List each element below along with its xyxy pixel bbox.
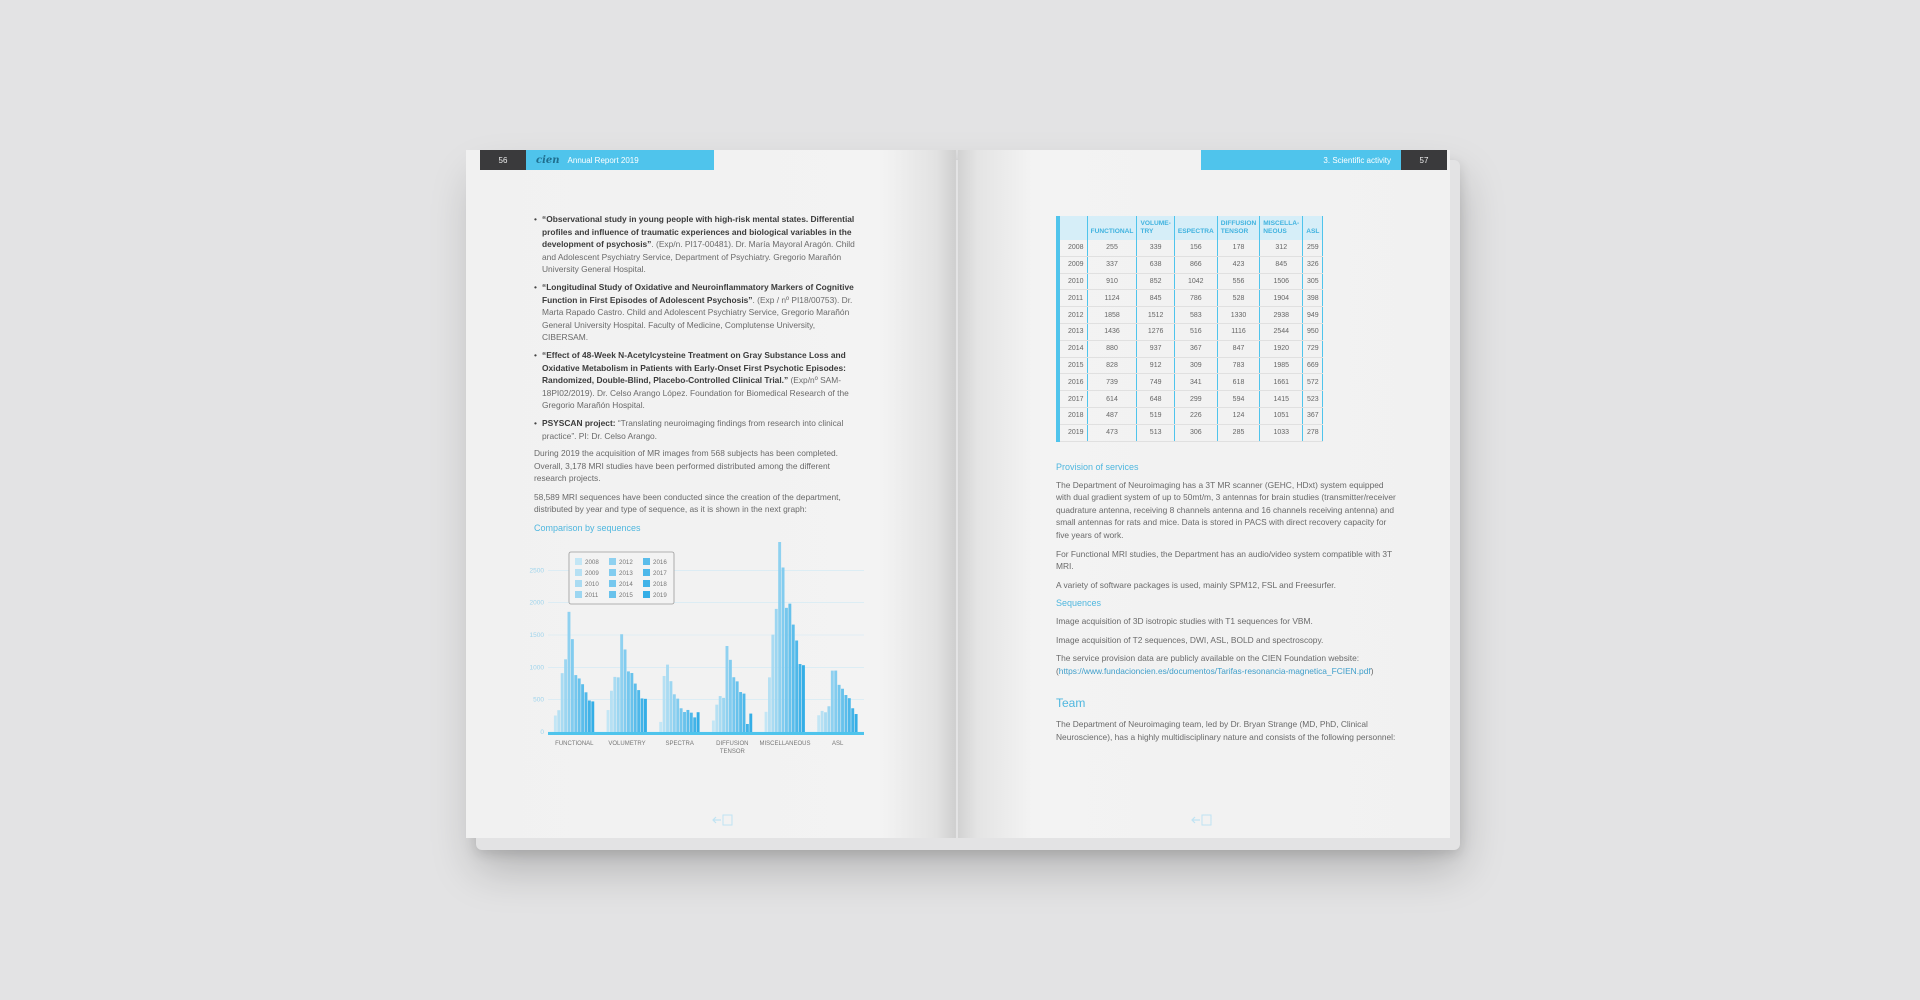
- table-header-cell: DIFFUSION TENSOR: [1217, 216, 1260, 240]
- page-number: 57: [1401, 150, 1447, 170]
- bar: [669, 681, 672, 732]
- bar: [666, 665, 669, 732]
- bullet-item: [534, 281, 862, 344]
- left-page: [466, 150, 956, 838]
- table-row: [1058, 340, 1323, 357]
- table-cell: 306: [1174, 424, 1217, 441]
- table-cell: 528: [1217, 290, 1260, 307]
- table-year-cell: 2009: [1058, 256, 1087, 273]
- x-tick-label: DIFFUSION: [716, 741, 749, 747]
- table-cell: 523: [1303, 391, 1323, 408]
- bar: [821, 711, 824, 732]
- bar: [729, 660, 732, 732]
- bar: [778, 542, 781, 732]
- bar: [676, 699, 679, 732]
- table-row: [1058, 374, 1323, 391]
- table-cell: 326: [1303, 256, 1323, 273]
- table-cell: 880: [1087, 340, 1137, 357]
- table-cell: 341: [1174, 374, 1217, 391]
- table-year-cell: 2011: [1058, 290, 1087, 307]
- sequence-comparison-chart: [522, 532, 872, 784]
- table-row: [1058, 240, 1323, 256]
- bar: [788, 604, 791, 732]
- bullet-item: [534, 349, 862, 412]
- header-title: Annual Report 2019: [567, 155, 639, 165]
- bar: [743, 694, 746, 732]
- header-bar: [1201, 150, 1401, 170]
- legend-label: 2012: [619, 559, 633, 566]
- table-header-cell: [1058, 216, 1087, 240]
- table-cell: 367: [1303, 407, 1323, 424]
- table-cell: 312: [1260, 240, 1303, 256]
- bar: [697, 712, 700, 732]
- bar: [574, 675, 577, 732]
- legend-label: 2014: [619, 581, 633, 588]
- x-tick-label: VOLUMETRY: [608, 741, 646, 747]
- table-row: [1058, 290, 1323, 307]
- legend-label: 2013: [619, 570, 633, 577]
- table-cell: 124: [1217, 407, 1260, 424]
- bar: [831, 671, 834, 732]
- table-row: [1058, 323, 1323, 340]
- table-cell: 614: [1087, 391, 1137, 408]
- cien-website-link[interactable]: https://www.fundacioncien.es/documentos/Tarifas-resonancia-magnetica_FCIEN.pdf: [1058, 665, 1371, 676]
- bullet-title: “Effect of 48-Week N-Acetylcysteine Treatment on Gray Substance Loss and Oxidative Metabolism in Patients with Early-Onset First Psychotic Episodes: Randomized, Double-Blind, Placebo-Controlled Clinical Trial.”: [542, 349, 846, 386]
- bar: [799, 664, 802, 732]
- table-cell: 1920: [1260, 340, 1303, 357]
- sequence-table: [1056, 216, 1323, 442]
- table-year-cell: 2013: [1058, 323, 1087, 340]
- paragraph: During 2019 the acquisition of MR images from 568 subjects has been completed. Overall, 3,178 MRI studies have been performed distributed among the different research projects.: [534, 448, 838, 484]
- table-cell: 337: [1087, 256, 1137, 273]
- bar: [715, 705, 718, 732]
- legend-swatch: [575, 569, 582, 576]
- table-cell: 669: [1303, 357, 1323, 374]
- bar: [726, 646, 729, 732]
- table-cell: 1330: [1217, 307, 1260, 324]
- x-tick-label: MISCELLANEOUS: [759, 741, 811, 747]
- table-cell: 1033: [1260, 424, 1303, 441]
- section-heading-services: Provision of services: [1056, 462, 1139, 472]
- paren-open: (: [1056, 665, 1059, 676]
- table-cell: 423: [1217, 256, 1260, 273]
- table-cell: 845: [1260, 256, 1303, 273]
- table-cell: 1124: [1087, 290, 1137, 307]
- table-cell: 2938: [1260, 307, 1303, 324]
- legend-swatch: [643, 580, 650, 587]
- table-cell: 156: [1174, 240, 1217, 256]
- bar: [630, 673, 633, 732]
- bar: [746, 724, 749, 732]
- table-cell: 487: [1087, 407, 1137, 424]
- back-arrow-icon[interactable]: [1190, 814, 1212, 826]
- table-cell: 912: [1137, 357, 1174, 374]
- bar: [641, 698, 644, 732]
- table-cell: 1512: [1137, 307, 1174, 324]
- table-row: [1058, 357, 1323, 374]
- table-cell: 309: [1174, 357, 1217, 374]
- bar: [591, 701, 594, 732]
- bullet-body: . (Exp/n. PI17-00481). Dr. María Mayoral Aragón. Child and Adolescent Psychiatry Service, Department of Psychiatry. Gregorio Marañón University General Hospital.: [542, 239, 855, 275]
- table-header-cell: VOLUME- TRY: [1137, 216, 1174, 240]
- cien-logo: cien: [536, 154, 560, 166]
- bullet-title: “Observational study in young people with high-risk mental states. Differential profiles and influence of traumatic experiences and biological variables in the development of psychosis”: [542, 214, 855, 250]
- paragraph: For Functional MRI studies, the Department has an audio/video system compatible with 3T MRI.: [1056, 548, 1392, 572]
- bar: [765, 712, 768, 732]
- table-cell: 648: [1137, 391, 1174, 408]
- bar: [782, 567, 785, 732]
- table-cell: 1276: [1137, 323, 1174, 340]
- page-number: 56: [480, 150, 526, 170]
- bar: [834, 671, 837, 732]
- table-cell: 618: [1217, 374, 1260, 391]
- bar: [557, 710, 560, 732]
- y-tick-label: 500: [533, 696, 544, 704]
- y-tick-label: 2500: [529, 567, 544, 575]
- table-row: [1058, 391, 1323, 408]
- bar: [768, 677, 771, 732]
- bar: [855, 714, 858, 732]
- bar: [771, 635, 774, 732]
- bullet-item: [534, 213, 862, 276]
- legend-label: 2011: [585, 592, 599, 599]
- table-year-cell: 2015: [1058, 357, 1087, 374]
- right-page: [958, 150, 1450, 838]
- x-tick-label: FUNCTIONAL: [555, 741, 594, 747]
- table-year-cell: 2014: [1058, 340, 1087, 357]
- legend-swatch: [575, 591, 582, 598]
- table-year-cell: 2018: [1058, 407, 1087, 424]
- bar: [838, 685, 841, 732]
- table-cell: 299: [1174, 391, 1217, 408]
- legend-label: 2016: [653, 559, 667, 566]
- bar: [663, 676, 666, 732]
- table-cell: 739: [1087, 374, 1137, 391]
- bar: [817, 715, 820, 732]
- bar: [722, 698, 725, 732]
- legend-swatch: [575, 580, 582, 587]
- table-row: [1058, 307, 1323, 324]
- bar: [736, 681, 739, 732]
- legend-label: 2017: [653, 570, 667, 577]
- bar: [851, 708, 854, 732]
- bar: [617, 677, 620, 732]
- paragraph: Image acquisition of 3D isotropic studies with T1 sequences for VBM.: [1056, 615, 1313, 626]
- legend-swatch: [609, 558, 616, 565]
- bullet-body: (Exp/nº SAM-18PI02/2019). Dr. Celso Arango López. Foundation for Biomedical Research of the Gregorio Marañón Hospital.: [542, 375, 849, 411]
- bar: [610, 691, 613, 732]
- bar: [637, 690, 640, 732]
- header-bar: [526, 150, 714, 170]
- table-cell: 786: [1174, 290, 1217, 307]
- legend-label: 2010: [585, 581, 599, 588]
- bullet-body: . (Exp / nº PI18/00753). Dr. Marta Rapado Castro. Child and Adolescent Psychiatry Service, Gregorio Marañón General University Hospital. Faculty of Medicine, Complutense University, CIBERSAM.: [542, 294, 853, 343]
- table-row: [1058, 256, 1323, 273]
- table-cell: 583: [1174, 307, 1217, 324]
- legend-swatch: [643, 558, 650, 565]
- header-title: 3. Scientific activity: [1323, 155, 1391, 165]
- bar: [785, 608, 788, 732]
- bullet-list: [534, 213, 862, 442]
- bar: [613, 677, 616, 732]
- bar: [581, 684, 584, 732]
- bar: [848, 698, 851, 732]
- y-tick-label: 1500: [529, 632, 544, 639]
- table-row: [1058, 424, 1323, 441]
- table-cell: 1858: [1087, 307, 1137, 324]
- bullet-title: PSYSCAN project:: [542, 417, 616, 428]
- table-cell: 226: [1174, 407, 1217, 424]
- bar: [686, 710, 689, 732]
- legend-label: 2015: [619, 592, 633, 599]
- legend-swatch: [609, 569, 616, 576]
- table-cell: 783: [1217, 357, 1260, 374]
- table-cell: 866: [1174, 256, 1217, 273]
- table-cell: 1985: [1260, 357, 1303, 374]
- table-cell: 828: [1087, 357, 1137, 374]
- table-cell: 259: [1303, 240, 1323, 256]
- table-year-cell: 2016: [1058, 374, 1087, 391]
- table-header-cell: MISCELLA- NEOUS: [1260, 216, 1303, 240]
- table-cell: 852: [1137, 273, 1174, 290]
- bar: [795, 640, 798, 732]
- table-cell: 1506: [1260, 273, 1303, 290]
- table-cell: 638: [1137, 256, 1174, 273]
- table-row: [1058, 273, 1323, 290]
- table-cell: 1436: [1087, 323, 1137, 340]
- table-cell: 473: [1087, 424, 1137, 441]
- paragraph: The Department of Neuroimaging has a 3T MR scanner (GEHC, HDxt) system equipped with dual gradient system of up to 50mt/m, 3 antennas for brain studies (transmitter/receiver quadrature antenna, receiving 8 channels antenna and 16 channels receiving antenna) and small antennas for rats and mice. Data is stored in PACS with direct recovery capacity for five years of work.: [1056, 479, 1396, 540]
- table-cell: 1661: [1260, 374, 1303, 391]
- table-cell: 519: [1137, 407, 1174, 424]
- bar: [644, 699, 647, 732]
- bar: [827, 706, 830, 732]
- table-cell: 305: [1303, 273, 1323, 290]
- paragraph: [1056, 652, 1396, 677]
- left-body: [534, 213, 862, 540]
- sequence-table-wrap: [1056, 216, 1323, 442]
- legend-label: 2018: [653, 581, 667, 588]
- y-tick-label: 0: [540, 729, 544, 736]
- legend-label: 2009: [585, 570, 599, 577]
- table-year-cell: 2019: [1058, 424, 1087, 441]
- table-cell: 949: [1303, 307, 1323, 324]
- section-heading-sequences: Sequences: [1056, 598, 1102, 609]
- table-header-cell: ESPECTRA: [1174, 216, 1217, 240]
- bar: [561, 673, 564, 732]
- table-header-cell: ASL: [1303, 216, 1323, 240]
- bar: [588, 701, 591, 732]
- table-cell: 255: [1087, 240, 1137, 256]
- bar: [693, 717, 696, 732]
- back-arrow-icon[interactable]: [711, 814, 733, 826]
- bar: [620, 634, 623, 732]
- bar: [792, 625, 795, 732]
- paragraph: Image acquisition of T2 sequences, DWI, ASL, BOLD and spectroscopy.: [1056, 634, 1324, 645]
- x-axis-baseline: [548, 732, 864, 735]
- table-year-cell: 2010: [1058, 273, 1087, 290]
- paragraph: 58,589 MRI sequences have been conducted since the creation of the department, distributed by year and type of sequence, as it is shown in the next graph:: [534, 491, 841, 515]
- table-cell: 1042: [1174, 273, 1217, 290]
- bullet-item: [534, 417, 862, 442]
- bar: [568, 612, 571, 732]
- table-cell: 950: [1303, 323, 1323, 340]
- bar: [732, 677, 735, 732]
- table-cell: 285: [1217, 424, 1260, 441]
- y-tick-label: 1000: [529, 664, 544, 672]
- bar: [719, 696, 722, 732]
- table-cell: 398: [1303, 290, 1323, 307]
- table-cell: 1904: [1260, 290, 1303, 307]
- table-cell: 729: [1303, 340, 1323, 357]
- bar: [824, 712, 827, 732]
- bar: [844, 695, 847, 732]
- x-tick-label: ASL: [831, 741, 844, 747]
- bar: [802, 665, 805, 732]
- table-cell: 1116: [1217, 323, 1260, 340]
- bullet-body: “Translating neuroimaging findings from research into clinical practice”. PI: Dr. Celso Arango.: [542, 417, 844, 441]
- bar: [739, 692, 742, 732]
- x-tick-label: SPECTRA: [665, 741, 694, 747]
- table-row: [1058, 407, 1323, 424]
- bar: [571, 639, 574, 732]
- table-cell: 847: [1217, 340, 1260, 357]
- bullet-title: “Longitudinal Study of Oxidative and Neuroinflammatory Markers of Cognitive Function in First Episodes of Adolescent Psychosis”: [542, 281, 854, 305]
- bar: [624, 649, 627, 732]
- table-cell: 594: [1217, 391, 1260, 408]
- legend-swatch: [609, 591, 616, 598]
- bar: [607, 710, 610, 732]
- table-cell: 1415: [1260, 391, 1303, 408]
- section-heading-team: Team: [1056, 696, 1086, 711]
- table-cell: 749: [1137, 374, 1174, 391]
- paren-close: ): [1370, 665, 1374, 676]
- bar: [775, 609, 778, 732]
- bar: [564, 659, 567, 732]
- bar: [680, 708, 683, 732]
- bar: [554, 716, 557, 732]
- table-cell: 339: [1137, 240, 1174, 256]
- table-cell: 516: [1174, 323, 1217, 340]
- table-cell: 1051: [1260, 407, 1303, 424]
- bar: [841, 689, 844, 732]
- bar: [634, 684, 637, 732]
- table-cell: 178: [1217, 240, 1260, 256]
- bar: [627, 671, 630, 732]
- legend-swatch: [575, 558, 582, 565]
- table-year-cell: 2017: [1058, 391, 1087, 408]
- table-header-cell: FUNCTIONAL: [1087, 216, 1137, 240]
- table-cell: 556: [1217, 273, 1260, 290]
- x-tick-label: TENSOR: [719, 749, 745, 755]
- bar: [683, 712, 686, 732]
- table-cell: 278: [1303, 424, 1323, 441]
- legend-swatch: [609, 580, 616, 587]
- table-cell: 910: [1087, 273, 1137, 290]
- table-cell: 2544: [1260, 323, 1303, 340]
- bar: [690, 713, 693, 732]
- table-cell: 572: [1303, 374, 1323, 391]
- legend-swatch: [643, 591, 650, 598]
- bar: [673, 694, 676, 732]
- bar: [659, 722, 662, 732]
- table-year-cell: 2008: [1058, 240, 1087, 256]
- table-year-cell: 2012: [1058, 307, 1087, 324]
- table-cell: 845: [1137, 290, 1174, 307]
- bar: [712, 720, 715, 732]
- table-cell: 513: [1137, 424, 1174, 441]
- bar: [578, 678, 581, 732]
- right-body: [1056, 455, 1396, 749]
- table-cell: 937: [1137, 340, 1174, 357]
- table-cell: 367: [1174, 340, 1217, 357]
- chart-heading: Comparison by sequences: [534, 523, 641, 534]
- paragraph: The Department of Neuroimaging team, led by Dr. Bryan Strange (MD, PhD, Clinical Neuroscience), has a highly multidisciplinary nature and consists of the following personnel:: [1056, 718, 1396, 742]
- bar: [585, 692, 588, 732]
- legend-swatch: [643, 569, 650, 576]
- paragraph-text: The service provision data are publicly available on the CIEN Foundation website:: [1056, 653, 1360, 664]
- legend-label: 2008: [585, 559, 599, 566]
- y-tick-label: 2000: [529, 599, 544, 607]
- bar: [749, 714, 752, 732]
- paragraph: A variety of software packages is used, mainly SPM12, FSL and Freesurfer.: [1056, 579, 1336, 590]
- legend-label: 2019: [653, 592, 667, 599]
